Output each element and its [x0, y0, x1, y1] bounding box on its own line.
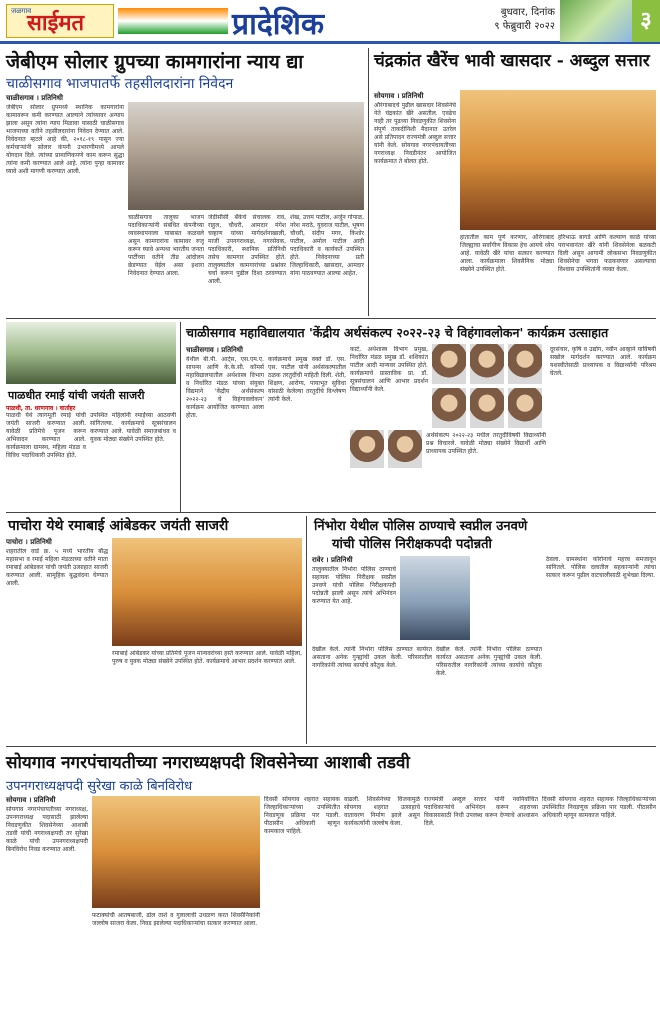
page-number: ३ — [632, 0, 660, 42]
story4-col1: पाळधी येथे त्यागमूर्ती रमाई यांची जयंती साजरी करण्यात आली. यावेळी प्रतिमेचे पूजन करून अभिवादन करण्यात आले. कार्यक्रमाला ग्रामस्थ, महिला मंडळ व विविध पदाधिकारी उपस्थित होते. — [6, 412, 86, 459]
story7-subhead: उपनगराध्यक्षपदी सुरेखा काळे बिनविरोध — [6, 779, 193, 794]
story1-photo-group — [128, 102, 364, 210]
story6-col3: ठेवला. ग्रामस्थांना कोरोनाचे महत्त्व समजावून सांगितले. पोलिस दलातील सहकाऱ्यांनी त्यांचा सत्कार करून पुढील वाटचालीसाठी शुभेच्छा दिल्या. — [546, 556, 656, 579]
story1-subhead: चाळीसगाव भाजपातर्फे तहसीलदारांना निवेदन — [6, 76, 234, 92]
story2-headline: चंद्रकांत खैरेंच भावी खासदार - अब्दुल सत्तार — [374, 51, 650, 71]
section-divider — [6, 318, 656, 319]
story7-col2: फटाक्यांची आतषबाजी, ढोल ताशे व गुलालाची उधळण करत शिवसैनिकांनी जल्लोष साजरा केला. निवड झालेल्या पदाधिकाऱ्यांचा सत्कार करण्यात आला. — [92, 912, 260, 927]
story6-col2: देखील केले. त्यांनी निंभोरा पोलिस ठाण्यात कार्यरत असताना अनेक गुन्ह्यांची उकल केली. परिसरातील नागरिकांनी त्यांच्या कार्याचे कौतुक केले. — [312, 646, 432, 669]
dateline — [445, 6, 555, 34]
story6-byline: रावेर । प्रतिनिधी — [312, 556, 353, 564]
story3-col4: अर्थसंकल्प २०२२-२३ मधील तरतुदींविषयी विद्यार्थ्यांनी प्रश्न विचारले. यावेळी मोठ्या संख्येने विद्यार्थी आणि प्राध्यापक उपस्थित होते. — [426, 432, 546, 455]
story1-col3: जेडीसीसी बँकेचे संचालक राव, राहुल, चौधरी, आमदार मंगेश चव्हाण यांच्या मार्गदर्शनाखाली, माजी उपनगराध्यक्ष, नगरसेवक, पदाधिकारी, स्थानिक प्रतिनिधी तसेच कामगार उपस्थित होते. तालुक्यातील कामगारांच्या प्रश्नांवर चर्चा करून पुढील दिशा ठरवण्यात आली. — [208, 214, 286, 285]
story5-photo — [112, 538, 302, 646]
story1-headline: जेबीएम सोलार ग्रुपच्या कामगारांना न्याय द्या — [6, 51, 304, 73]
story3-portrait-5 — [470, 388, 504, 428]
story3-col2: कार्यक्रमाचे प्रमुख वक्ते डॉ. एस. एस. पाटील यांनी अर्थसंकल्पातील ठळक तरतुदींची माहिती दिली. शेती, शिक्षण, आरोग्य, पायाभूत सुविधा यांसाठी केलेल्या तरतुदींचे विश्लेषण त्यांनी केले. — [268, 356, 346, 403]
story5-byline: पाचोरा । प्रतिनिधी — [6, 538, 52, 546]
story4-byline: पाळधी, ता. धरणगाव । वार्ताहर — [6, 405, 76, 412]
story7-col1: सोयगाव नगरपंचायतीच्या नगराध्यक्ष, उपनगराध्यक्ष पदासाठी झालेल्या निवडणुकीत शिवसेनेच्या आशाबी तडवी यांची नगराध्यक्षपदी तर सुरेखा काळे यांची उपनगराध्यक्षपदी बिनविरोध निवड करण्यात आली. — [6, 806, 88, 853]
story3-headline: चाळीसगाव महाविद्यालयात 'केंद्रीय अर्थसंकल्प २०२२-२३ चे विहंगावलोकन' कार्यक्रम उत्साहात — [186, 325, 609, 340]
story7-col4: वाढली. शिवसेनेच्या विजयामुळे सोयगाव शहरात उत्साहाचे वातावरण निर्माण झाले असून कार्यकर्त्यांनी जल्लोष केला. — [344, 796, 420, 827]
story7-headline: सोयगाव नगरपंचायतीच्या नगराध्यक्षपदी शिवसेनेच्या आशाबी तडवी — [6, 753, 410, 773]
story3-byline: चाळीसगाव । प्रतिनिधी — [186, 346, 243, 354]
newspaper-logo — [6, 4, 114, 38]
section-title: प्रादेशिक — [232, 7, 324, 42]
story1-col4: शेख, उत्तम पाटील, अर्जुन गोपाळ, नरेश मराठे, युवराज पाटील, भूषण चौधरी, संदीप मगर, किशोर पाटील, अमोल पाटील आदी पदाधिकारी व कार्यकर्ते उपस्थित होते. निवेदनाच्या प्रती जिल्हाधिकारी, खासदार, आमदार यांना पाठवण्यात आल्या आहेत. — [290, 214, 364, 277]
story7-photo — [92, 796, 260, 908]
story7-col5b: दिवसी सोयगाव शहरात सहायक जिल्हाधिकाऱ्यांच्या उपस्थितीत निवडणूक प्रक्रिया पार पडली. पीठासीन अधिकारी म्हणून कामकाज पाहिले. — [542, 796, 656, 819]
story4-col2: उपस्थित महिलांनी रमाईंच्या आठवणी सांगितल्या. कार्यक्रमाचे सूत्रसंचालन करण्यात आले. यावेळी समाजबांधव व युवक मोठ्या संख्येने उपस्थित होते. — [90, 412, 176, 443]
story2-col1: औरंगाबादचे पुढील खासदार शिवसेनेचे नेते चंद्रकांत खैरे असतील. एवढेच नाही तर पुढच्या निवडणुकीत शिवसेना संपूर्ण ताकदीनिशी मैदानात उतरेल असे प्रतिपादन राज्यमंत्री अब्दुल सत्तार यांनी केले. सोयगाव नगरपंचायतीच्या नगराध्यक्ष निवडीनंतर आयोजित कार्यक्रमात ते बोलत होते. — [374, 102, 456, 165]
story3-portrait-2 — [470, 344, 504, 384]
story2-byline: सोयगाव । प्रतिनिधी — [374, 92, 424, 100]
story3-portrait-8 — [388, 430, 422, 468]
tricolor-banner — [118, 8, 228, 34]
story3-col3: काटे, अर्थशास्त्र विभाग प्रमुख, निर्धारित मंडळ प्रमुख डॉ. शशिकांत पाटील आदी मान्यवर उपस्थित होते. कार्यक्रमाचे प्रास्ताविक प्रा. डॉ. सूत्रसंचालन आणि आभार प्रदर्शन विद्यार्थ्यांनी केले. — [350, 346, 428, 393]
story1-col1: जेबीएम सोलार ग्रुपमध्ये स्थानिक कामगारांना कामावरून कमी करण्यात आल्याने त्यांच्यावर अन्याय झाला असून त्यांना न्याय मिळावा यासाठी चाळीसगाव भाजपाच्या वतीने तहसीलदारांना निवेदन देण्यात आले. निवेदनात म्हटले आहे की, २०१८-१९ पासून ज्या कर्मचाऱ्यांनी सोलार कंपनी उभारणीमध्ये आपले योगदान दिले. त्यांच्या प्रामाणिकपणे काम करून सुद्धा त्यांना कमी करण्यात आले आहे. त्यांना पुन्हा कामावर घ्यावे अशी मागणी करण्यात आली. — [6, 104, 124, 175]
story3-col1: येथील बी.पी. आर्ट्स, एस.एम.ए. सायन्स आणि के.के.सी. कॉमर्स महाविद्यालयातील अर्थशास्त्र विभाग व निर्धारित मंडळ यांच्या संयुक्त विद्यमाने 'केंद्रीय अर्थसंकल्प २०२२-२३ चे विहंगावलोकन' कार्यक्रम आयोजित करण्यात आला होता. — [186, 356, 264, 419]
column-divider — [368, 48, 369, 316]
logo-tagline: जळगाव — [11, 7, 32, 15]
masthead-photo — [560, 0, 632, 42]
story6-col2b: देखील केले. त्यांनी निंभोरा पोलिस ठाण्यात कार्यरत असताना अनेक गुन्ह्यांची उकल केली. परिसरातील नागरिकांनी त्यांच्या कार्याचे कौतुक केले. — [436, 646, 542, 677]
story6-headline-line1: निंभोरा येथील पोलिस ठाण्याचे स्वप्नील उनवणे — [314, 519, 528, 534]
story6-col1: तालुक्यातील निंभोरा पोलिस ठाण्याचे सहायक पोलिस निरीक्षक स्वप्नील उनवणे यांची पोलिस निरीक्षकपदी पदोन्नती झाली असून त्यांचे अभिनंदन करण्यात येत आहे. — [312, 566, 396, 605]
story3-portrait-4 — [432, 388, 466, 428]
story5-headline: पाचोरा येथे रमाबाई आंबेडकर जयंती साजरी — [8, 518, 229, 534]
story3-col5: दूरसंचार, कृषि व उद्योग, नवीन आव्हाने याविषयी सखोल मार्गदर्शन करण्यात आले. कार्यक्रम यशस्वीतेसाठी प्राध्यापक व विद्यार्थ्यांनी परिश्रम घेतले. — [550, 346, 656, 377]
story6-portrait — [400, 556, 470, 640]
story3-portrait-6 — [508, 388, 542, 428]
section-divider — [6, 746, 656, 747]
story4-photo — [6, 322, 176, 384]
story2-col2: हातातील काम पूर्ण करणार, औरंगाबाद जिल्ह्याचा सर्वांगीण विकास हेच आमचे ध्येय आहे. यावेळी खैरे यांचा सत्कार करण्यात आला. कार्यक्रमाला शिवसैनिक मोठ्या संख्येने उपस्थित होते. — [460, 234, 554, 273]
dateline-date: ९ फेब्रुवारी २०२२ — [494, 21, 555, 32]
dateline-day: बुधवार, दिनांक — [500, 7, 555, 18]
column-divider — [180, 322, 181, 512]
story5-col2: रमाबाई आंबेडकर यांच्या प्रतिमेचे पूजन मान्यवरांच्या हस्ते करण्यात आले. यावेळी महिला, पुरुष व युवक मोठ्या संख्येने उपस्थित होते. कार्यक्रमाचे आभार प्रदर्शन करण्यात आले. — [112, 650, 302, 665]
masthead — [0, 0, 660, 44]
story1-col2: चाळीसगाव तालुका भाजप पदाधिकाऱ्यांनी संबंधित कंपनीच्या व्यवस्थापनाला याबाबत कळवले असून कामगारांना कामावर रुजू करून घ्यावे अन्यथा भारतीय जनता पार्टीच्या वतीने तीव्र आंदोलन छेडण्यात येईल असा इशारा निवेदनात देण्यात आला. — [128, 214, 204, 277]
story4-headline: पाळधीत रमाई यांची जयंती साजरी — [8, 389, 145, 402]
story2-col3: हरिभाऊ बागडे आणि कल्याण काळे यांच्या पराभवानंतर खैरे यांनी शिवसेनेला बळकटी दिली असून आगामी लोकसभा निवडणुकीत शिवसेनेचा भगवा फडकवणार असल्याचा विश्वास उपस्थितांनी व्यक्त केला. — [558, 234, 656, 273]
story3-portrait-1 — [432, 344, 466, 384]
column-divider — [306, 516, 307, 744]
story3-portrait-7 — [350, 430, 384, 468]
story1-byline: चाळीसगाव । प्रतिनिधी — [6, 94, 63, 102]
story7-col5: राज्यमंत्री अब्दुल सत्तार यांनी नवनिर्वाचित पदाधिकाऱ्यांचे अभिनंदन करून शहराच्या विकासासाठी निधी उपलब्ध करून देण्याचे आश्वासन दिले. — [424, 796, 538, 827]
story5-col1: शहरातील वार्ड क्र. ५ मध्ये भारतीय बौद्ध महासभा व रमाई महिला मंडळाच्या वतीने माता रमाबाई आंबेडकर यांची जयंती उत्साहात साजरी करण्यात आली. सामूहिक बुद्धवंदना घेण्यात आली. — [6, 548, 108, 587]
section-divider — [6, 512, 656, 513]
story7-col3: दिवसी सोयगाव शहरात सहायक जिल्हाधिकाऱ्यांच्या उपस्थितीत निवडणूक प्रक्रिया पार पडली. पीठासीन अधिकारी म्हणून कामकाज पाहिले. — [264, 796, 340, 835]
story6-headline-line2: यांची पोलिस निरीक्षकपदी पदोन्नती — [332, 537, 492, 552]
story3-portrait-3 — [508, 344, 542, 384]
story2-photo — [460, 90, 656, 230]
logo-brand: साईमत — [27, 10, 85, 36]
story7-byline: सोयगाव । प्रतिनिधी — [6, 796, 56, 804]
